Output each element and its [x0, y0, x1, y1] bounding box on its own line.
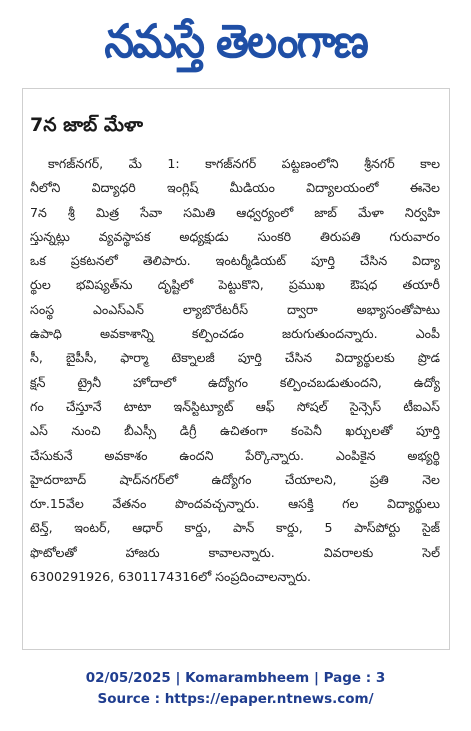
article-line: 6300291926, 6301174316లో సంప్రదించాలన్నారు. [30, 569, 312, 585]
article-line: 7న శ్రీ మిత్ర సేవా సమితి ఆధ్వర్యంలో జాబ్ మేళా నిర్వహి [30, 204, 440, 220]
article-line: ర్థుల భవిష్యత్‌ను దృష్టిలో పెట్టుకొని, ప్రముఖ ఔషధ తయారీ [30, 277, 440, 293]
article-headline: 7న జాబ్ మేళా [30, 114, 143, 136]
newspaper-masthead [0, 6, 471, 76]
footer-source-link[interactable]: Source : https://epaper.ntnews.com/ [97, 691, 374, 707]
article-body [30, 152, 440, 589]
article-line: రూ.15వేల వేతనం పొందవచ్చన్నారు. ఆసక్తి గల విద్యార్థులు [30, 496, 440, 512]
article-line: హైదరాబాద్ షాద్‌నగర్‌లో ఉద్యోగం చేయాలని, ప్రతి నెల [30, 471, 440, 487]
article-line: క్షన్ ట్రైనీ హోదాలో ఉద్యోగం కల్పించబడుతుందని, ఉద్యో [30, 374, 440, 390]
article-line: ఒక ప్రకటనలో తెలిపారు. ఇంటర్మీడియట్ పూర్తి చేసిన విద్యా [30, 253, 440, 269]
article-line: ఎస్ నుంచి బీఎస్సీ డిగ్రీ ఉచితంగా కంపెనీ ఖర్చులతో పూర్తి [30, 423, 440, 439]
article-line: స్తున్నట్లు వ్యవస్థాపక అధ్యక్షుడు సుంకరి తిరుపతి గురువారం [30, 228, 440, 244]
article-line: సంస్థ ఎంఎస్‌ఎన్ ల్యాబొరేటరీస్ ద్వారా అభ్యాసంతోపాటు [30, 301, 440, 317]
article-line: గం చేస్తూనే టాటా ఇన్‌స్టిట్యూట్ ఆఫ్ సోషల్ సైన్సెస్ టీఐఎస్ [30, 398, 440, 414]
article-line: నీలోని విద్యాధరి ఇంగ్లిష్ మీడియం విద్యాలయంలో ఈనెల [30, 180, 440, 196]
footer-dateline: 02/05/2025 | Komarambheem | Page : 3 [85, 670, 386, 686]
article-line: కాగజ్‌నగర్, మే 1: కాగజ్‌నగర్ పట్టణంలోని శ్రీనగర్ కాల [48, 156, 440, 171]
article-line: టెన్త్, ఇంటర్, ఆధార్ కార్డు, పాన్ కార్డు, 5 పాస్‌పోర్టు సైజ్ [30, 520, 440, 536]
article-line: చేసుకునే అవకాశం ఉందని పేర్కొన్నారు. ఎంపికైన అభ్యర్థి [30, 447, 440, 463]
article-line: ఉపాధి అవకాశాన్ని కల్పించడం జరుగుతుందన్నారు. ఎంపీ [30, 326, 440, 342]
article-line: ఫొటోలతో హాజరు కావాలన్నారు. వివరాలకు సెల్ [30, 544, 440, 560]
article-line: సీ, బైపీసీ, ఫార్మా టెక్నాలజీ పూర్తి చేసిన విద్యార్థులకు ప్రొడ [30, 350, 440, 366]
masthead-title: నమస్తే తెలంగాణ [104, 14, 367, 68]
